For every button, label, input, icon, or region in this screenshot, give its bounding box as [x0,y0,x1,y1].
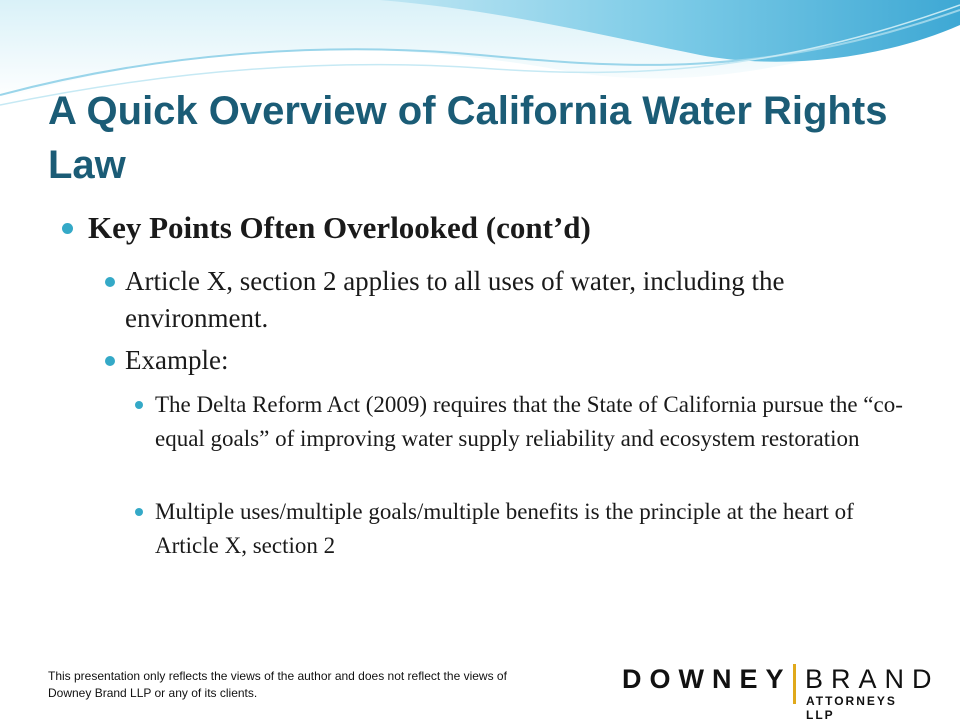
sub-bullet-1 [155,388,915,456]
logo-divider [793,664,796,704]
slide-title: A Quick Overview of California Water Rights Law [48,89,888,187]
bullet-dot-icon [135,508,143,516]
downey-brand-logo [622,660,940,722]
sub-2-text: Multiple uses/multiple goals/multiple benefits is the principle at the heart of Article X, section 2 [155,499,854,558]
bullet-point-2 [125,342,925,379]
logo-subtitle: ATTORNEYS LLP [806,694,897,722]
bullet-dot-icon [62,223,73,234]
sub-bullet-2 [155,495,915,563]
bullet-heading [88,210,928,246]
point-2-text: Example: [125,345,229,375]
point-1-text: Article X, section 2 applies to all uses of water, including the environment. [125,266,785,333]
bullet-dot-icon [105,277,115,287]
footer-disclaimer: This presentation only reflects the views of the author and does not reflect the views of Downey Brand LLP or any of its clients. [48,669,507,700]
bullet-dot-icon [135,401,143,409]
bullet-dot-icon [105,356,115,366]
bullet-point-1 [125,263,925,337]
sub-1-text: The Delta Reform Act (2009) requires that the State of California pursue the “co-equal goals” of improving water supply reliability and ecosystem restoration [155,392,903,451]
logo-left-text: DOWNEY [622,664,792,694]
heading-text: Key Points Often Overlooked (cont’d) [88,210,591,245]
logo-right-text: BRAND [805,664,940,694]
